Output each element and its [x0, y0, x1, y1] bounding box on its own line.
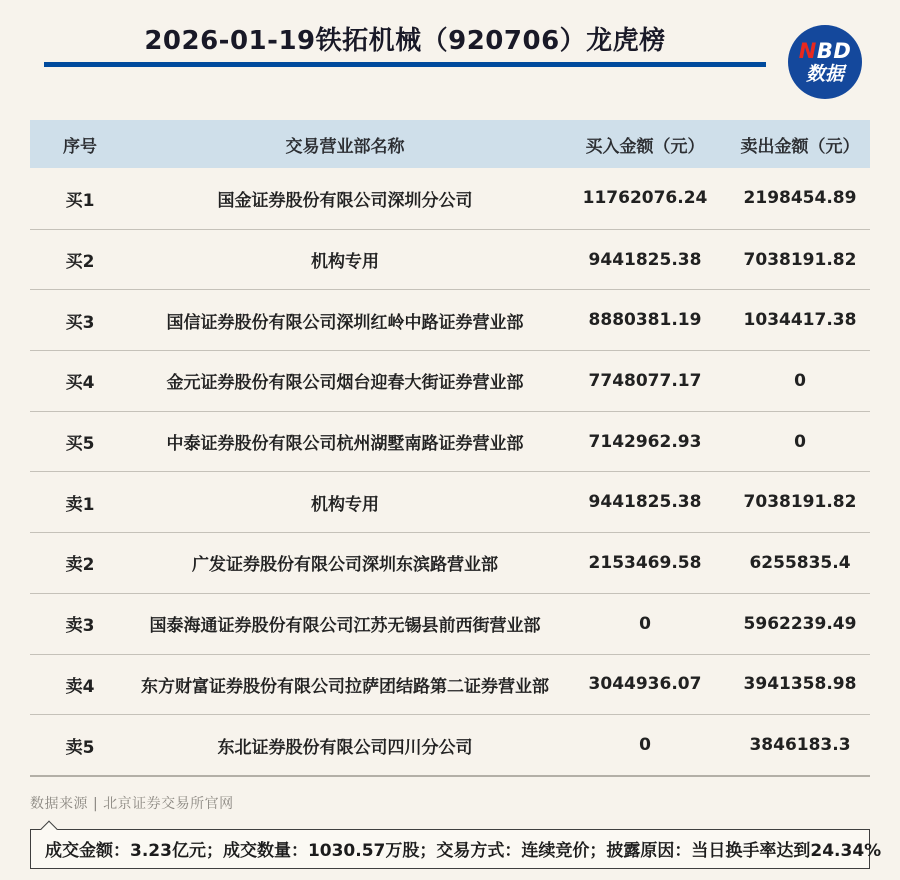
table-row	[30, 654, 870, 715]
table-row	[30, 593, 870, 654]
summary-callout	[30, 829, 882, 869]
column-header-rank: 序号	[63, 136, 97, 157]
table-row	[30, 229, 870, 290]
sell-amount-cell: 3846183.3	[749, 735, 851, 756]
title-underline	[44, 62, 766, 67]
nbd-logo	[788, 25, 862, 99]
branch-cell: 东方财富证券股份有限公司拉萨团结路第二证券营业部	[141, 676, 549, 697]
sell-amount-cell: 7038191.82	[743, 249, 857, 270]
rank-cell: 卖4	[65, 676, 95, 697]
rank-cell: 卖1	[65, 494, 95, 515]
table-row	[30, 289, 870, 350]
title-block	[44, 24, 766, 67]
table-row	[30, 714, 870, 775]
sell-amount-cell: 0	[794, 431, 806, 452]
rank-cell: 买2	[65, 252, 95, 273]
table-row	[30, 350, 870, 411]
data-source: 数据来源 | 北京证券交易所官网	[30, 795, 234, 812]
nbd-logo-sub: 数据	[805, 62, 844, 85]
sell-amount-cell: 0	[794, 370, 806, 391]
rank-cell: 卖3	[65, 616, 95, 637]
rank-cell: 买5	[65, 434, 95, 455]
buy-amount-cell: 7748077.17	[588, 370, 702, 391]
column-header-sell: 卖出金额（元）	[740, 136, 860, 157]
buy-amount-cell: 11762076.24	[582, 188, 708, 209]
callout-pointer-icon	[41, 820, 58, 837]
sell-amount-cell: 3941358.98	[743, 674, 857, 695]
buy-amount-cell: 9441825.38	[588, 492, 702, 513]
column-header-buy: 买入金额（元）	[585, 136, 705, 157]
branch-cell: 广发证券股份有限公司深圳东滨路营业部	[192, 555, 498, 576]
buy-amount-cell: 2153469.58	[588, 552, 702, 573]
buy-amount-cell: 0	[639, 613, 651, 634]
rank-cell: 买3	[65, 312, 95, 333]
buy-amount-cell: 7142962.93	[588, 431, 702, 452]
branch-cell: 国金证券股份有限公司深圳分公司	[217, 190, 473, 211]
sell-amount-cell: 6255835.4	[749, 552, 851, 573]
table-row	[30, 168, 870, 229]
branch-cell: 金元证券股份有限公司烟台迎春大街证券营业部	[166, 373, 524, 394]
table-row	[30, 471, 870, 532]
table-body	[30, 168, 870, 775]
summary-text: 成交金额：3.23亿元；成交数量：1030.57万股；交易方式：连续竞价；披露原因：当日换手率达到24.34%	[45, 841, 882, 862]
branch-cell: 中泰证券股份有限公司杭州湖墅南路证券营业部	[166, 434, 524, 455]
table-bottom-divider	[30, 775, 870, 777]
nbd-logo-bd: BD	[816, 38, 852, 63]
sell-amount-cell: 5962239.49	[743, 613, 857, 634]
buy-amount-cell: 9441825.38	[588, 249, 702, 270]
table-header-row	[30, 120, 870, 168]
branch-cell: 国信证券股份有限公司深圳红岭中路证券营业部	[166, 312, 524, 333]
rank-cell: 卖5	[65, 737, 95, 758]
table-row	[30, 411, 870, 472]
page-title: 2026-01-19铁拓机械（920706）龙虎榜	[144, 26, 666, 56]
branch-cell: 东北证券股份有限公司四川分公司	[217, 737, 473, 758]
lhb-table	[30, 120, 870, 775]
table-row	[30, 532, 870, 593]
sell-amount-cell: 1034417.38	[743, 310, 857, 331]
header	[30, 0, 870, 120]
branch-cell: 国泰海通证券股份有限公司江苏无锡县前西街营业部	[149, 616, 541, 637]
rank-cell: 卖2	[65, 555, 95, 576]
sell-amount-cell: 2198454.89	[743, 188, 857, 209]
branch-cell: 机构专用	[311, 252, 379, 273]
buy-amount-cell: 0	[639, 735, 651, 756]
buy-amount-cell: 3044936.07	[588, 674, 702, 695]
buy-amount-cell: 8880381.19	[588, 310, 702, 331]
nbd-logo-text	[799, 40, 852, 63]
rank-cell: 买4	[65, 373, 95, 394]
nbd-logo-n: N	[798, 38, 817, 63]
sell-amount-cell: 7038191.82	[743, 492, 857, 513]
branch-cell: 机构专用	[311, 494, 379, 515]
column-header-branch: 交易营业部名称	[285, 136, 405, 157]
rank-cell: 买1	[65, 190, 95, 211]
